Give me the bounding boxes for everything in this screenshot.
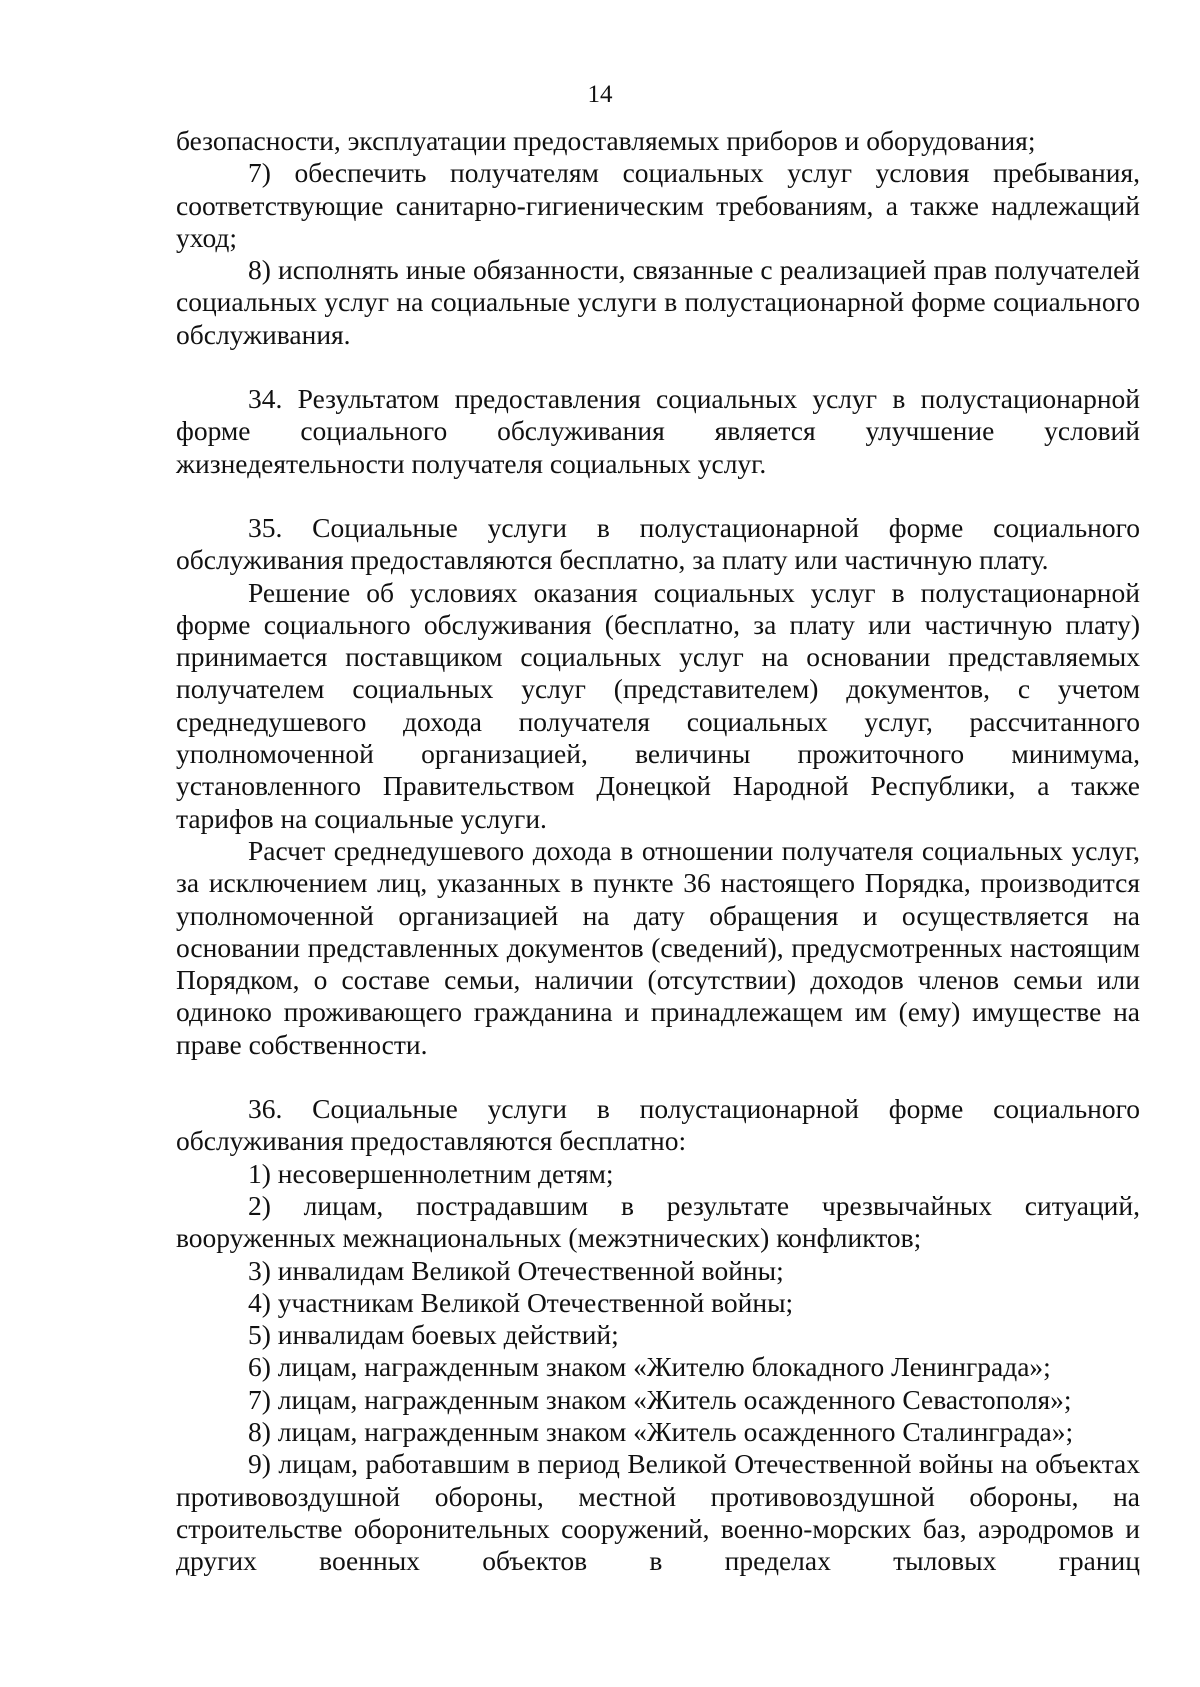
clause-36-item-5: 5) инвалидам боевых действий; bbox=[248, 1319, 619, 1351]
document-body bbox=[176, 125, 1140, 1577]
clause-36-item-2: 2) лицам, пострадавшим в результате чрезвычайных ситуаций, вооруженных межнациональных (межэтнических) конфликтов; bbox=[176, 1189, 1140, 1254]
list-item-8: 8) исполнять иные обязанности, связанные с реализацией прав получателей социальных услуг на социальные услуги в полустационарной форме социального обслуживания. bbox=[176, 254, 1140, 350]
paragraph-gap bbox=[176, 351, 1140, 383]
clause-36-item-7: 7) лицам, награжденным знаком «Житель осажденного Севастополя»; bbox=[248, 1383, 1072, 1415]
clause-36-item-1: 1) несовершеннолетним детям; bbox=[248, 1157, 614, 1189]
clause-36: 36. Социальные услуги в полустационарной форме социального обслуживания предоставляются бесплатно: bbox=[176, 1093, 1140, 1157]
list-item-7: 7) обеспечить получателям социальных услуг условия пребывания, соответствующие санитарно-гигиеническим требованиям, а также надлежащий уход; bbox=[176, 157, 1140, 253]
paragraph-gap bbox=[176, 1061, 1140, 1093]
clause-35-calculation: Расчет среднедушевого дохода в отношении получателя социальных услуг, за исключением лиц, указанных в пункте 36 настоящего Порядка, производится уполномоченной организацией на дату обращения и осуществляется на основании представленных документов (сведений), предусмотренных настоящим Порядком, о составе семьи, наличии (отсутствии) доходов членов семьи или одиноко проживающего гражданина и принадлежащем им (ему) имуществе на праве собственности. bbox=[176, 834, 1140, 1060]
clause-36-item-9: 9) лицам, работавшим в период Великой Отечественной войны на объектах противовоздушной обороны, местной противовоздушной обороны, на строительстве оборонительных сооружений, военно-морских баз, аэродромов и других военных объектов в пределах тыловых границ bbox=[176, 1448, 1140, 1577]
clause-36-item-6: 6) лицам, награжденным знаком «Жителю блокадного Ленинграда»; bbox=[248, 1351, 1051, 1383]
clause-35: 35. Социальные услуги в полустационарной форме социального обслуживания предоставляются бесплатно, за плату или частичную плату. bbox=[176, 511, 1140, 576]
clause-36-item-8: 8) лицам, награжденным знаком «Житель осажденного Сталинграда»; bbox=[248, 1415, 1074, 1447]
clause-36-item-4: 4) участникам Великой Отечественной войны; bbox=[248, 1286, 794, 1318]
page-number: 14 bbox=[587, 81, 613, 108]
clause-36-item-3: 3) инвалидам Великой Отечественной войны; bbox=[248, 1254, 784, 1286]
paragraph-gap bbox=[176, 480, 1140, 512]
clause-34: 34. Результатом предоставления социальных услуг в полустационарной форме социального обслуживания является улучшение условий жизнедеятельности получателя социальных услуг. bbox=[176, 383, 1140, 479]
paragraph-continuation: безопасности, эксплуатации предоставляемых приборов и оборудования; bbox=[176, 125, 1036, 156]
clause-35-decision: Решение об условиях оказания социальных услуг в полустационарной форме социального обслуживания (бесплатно, за плату или частичную плату) принимается поставщиком социальных услуг на основании представляемых получателем социальных услуг (представителем) документов, с учетом среднедушевого дохода получателя социальных услуг, рассчитанного уполномоченной организацией, величины прожиточного минимума, установленного Правительством Донецкой Народной Республики, а также тарифов на социальные услуги. bbox=[176, 576, 1140, 834]
